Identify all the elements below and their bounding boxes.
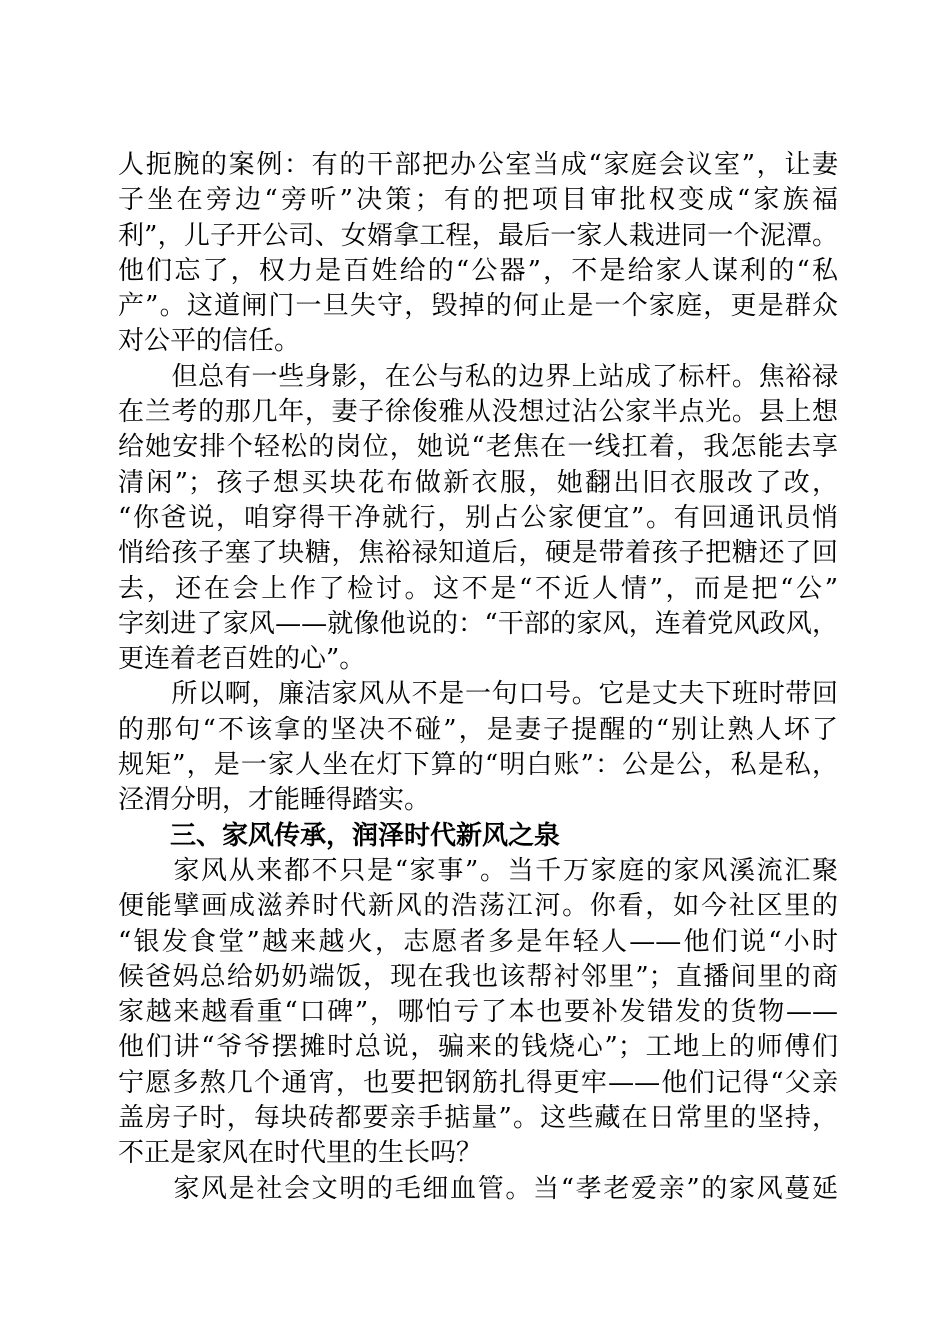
text-line: 去，还在会上作了检讨。这不是“不近人情”，而是把“公” (118, 573, 838, 604)
section-heading: 三、家风传承，润泽时代新风之泉 (170, 820, 561, 851)
text-line: 家风是社会文明的毛细血管。当“孝老爱亲”的家风蔓延 (118, 1173, 838, 1204)
text-line: 但总有一些身影，在公与私的边界上站成了标杆。焦裕禄 (118, 361, 838, 392)
text-line: 宁愿多熬几个通宵，也要把钢筋扎得更牢——他们记得“父亲 (118, 1067, 838, 1098)
text-line: 不正是家风在时代里的生长吗？ (118, 1138, 483, 1169)
text-line: 给她安排个轻松的岗位，她说“老焦在一线扛着，我怎能去享 (118, 432, 838, 463)
text-line: 规矩”，是一家人坐在灯下算的“明白账”：公是公，私是私， (118, 750, 838, 781)
text-line: 对公平的信任。 (118, 326, 301, 357)
text-line: 产”。这道闸门一旦失守，毁掉的何止是一个家庭，更是群众 (118, 291, 838, 322)
text-line: “你爸说，咱穿得干净就行，别占公家便宜”。有回通讯员悄 (118, 502, 838, 533)
text-line: 字刻进了家风——就像他说的：“干部的家风，连着党风政风， (118, 608, 838, 639)
text-line: 在兰考的那几年，妻子徐俊雅从没想过沾公家半点光。县上想 (118, 397, 838, 428)
text-line: 的那句“不该拿的坚决不碰”，是妻子提醒的“别让熟人坏了 (118, 714, 838, 745)
text-line: 清闲”；孩子想买块花布做新衣服，她翻出旧衣服改了改， (118, 467, 838, 498)
text-line: 家越来越看重“口碑”，哪怕亏了本也要补发错发的货物—— (118, 997, 838, 1028)
text-line: 子坐在旁边“旁听”决策；有的把项目审批权变成“家族福 (118, 185, 838, 216)
text-line: 利”，儿子开公司、女婿拿工程，最后一家人栽进同一个泥潭。 (118, 220, 838, 251)
text-line: 便能擘画成滋养时代新风的浩荡江河。你看，如今社区里的 (118, 891, 838, 922)
body-text (118, 148, 838, 1207)
text-line: “银发食堂”越来越火，志愿者多是年轻人——他们说“小时 (118, 926, 838, 957)
text-line: 盖房子时，每块砖都要亲手掂量”。这些藏在日常里的坚持， (118, 1103, 838, 1134)
text-line: 悄给孩子塞了块糖，焦裕禄知道后，硬是带着孩子把糖还了回 (118, 538, 838, 569)
text-line: 他们忘了，权力是百姓给的“公器”，不是给家人谋利的“私 (118, 255, 838, 286)
text-line: 家风从来都不只是“家事”。当千万家庭的家风溪流汇聚 (118, 855, 838, 886)
text-line: 泾渭分明，才能睡得踏实。 (118, 785, 431, 816)
text-line: 人扼腕的案例：有的干部把办公室当成“家庭会议室”，让妻 (118, 150, 838, 180)
text-line: 所以啊，廉洁家风从不是一句口号。它是丈夫下班时带回 (118, 679, 838, 710)
text-line: 他们讲“爷爷摆摊时总说，骗来的钱烧心”；工地上的师傅们 (118, 1032, 838, 1063)
text-line: 更连着老百姓的心”。 (118, 644, 366, 675)
text-line: 候爸妈总给奶奶端饭，现在我也该帮衬邻里”；直播间里的商 (118, 961, 838, 992)
